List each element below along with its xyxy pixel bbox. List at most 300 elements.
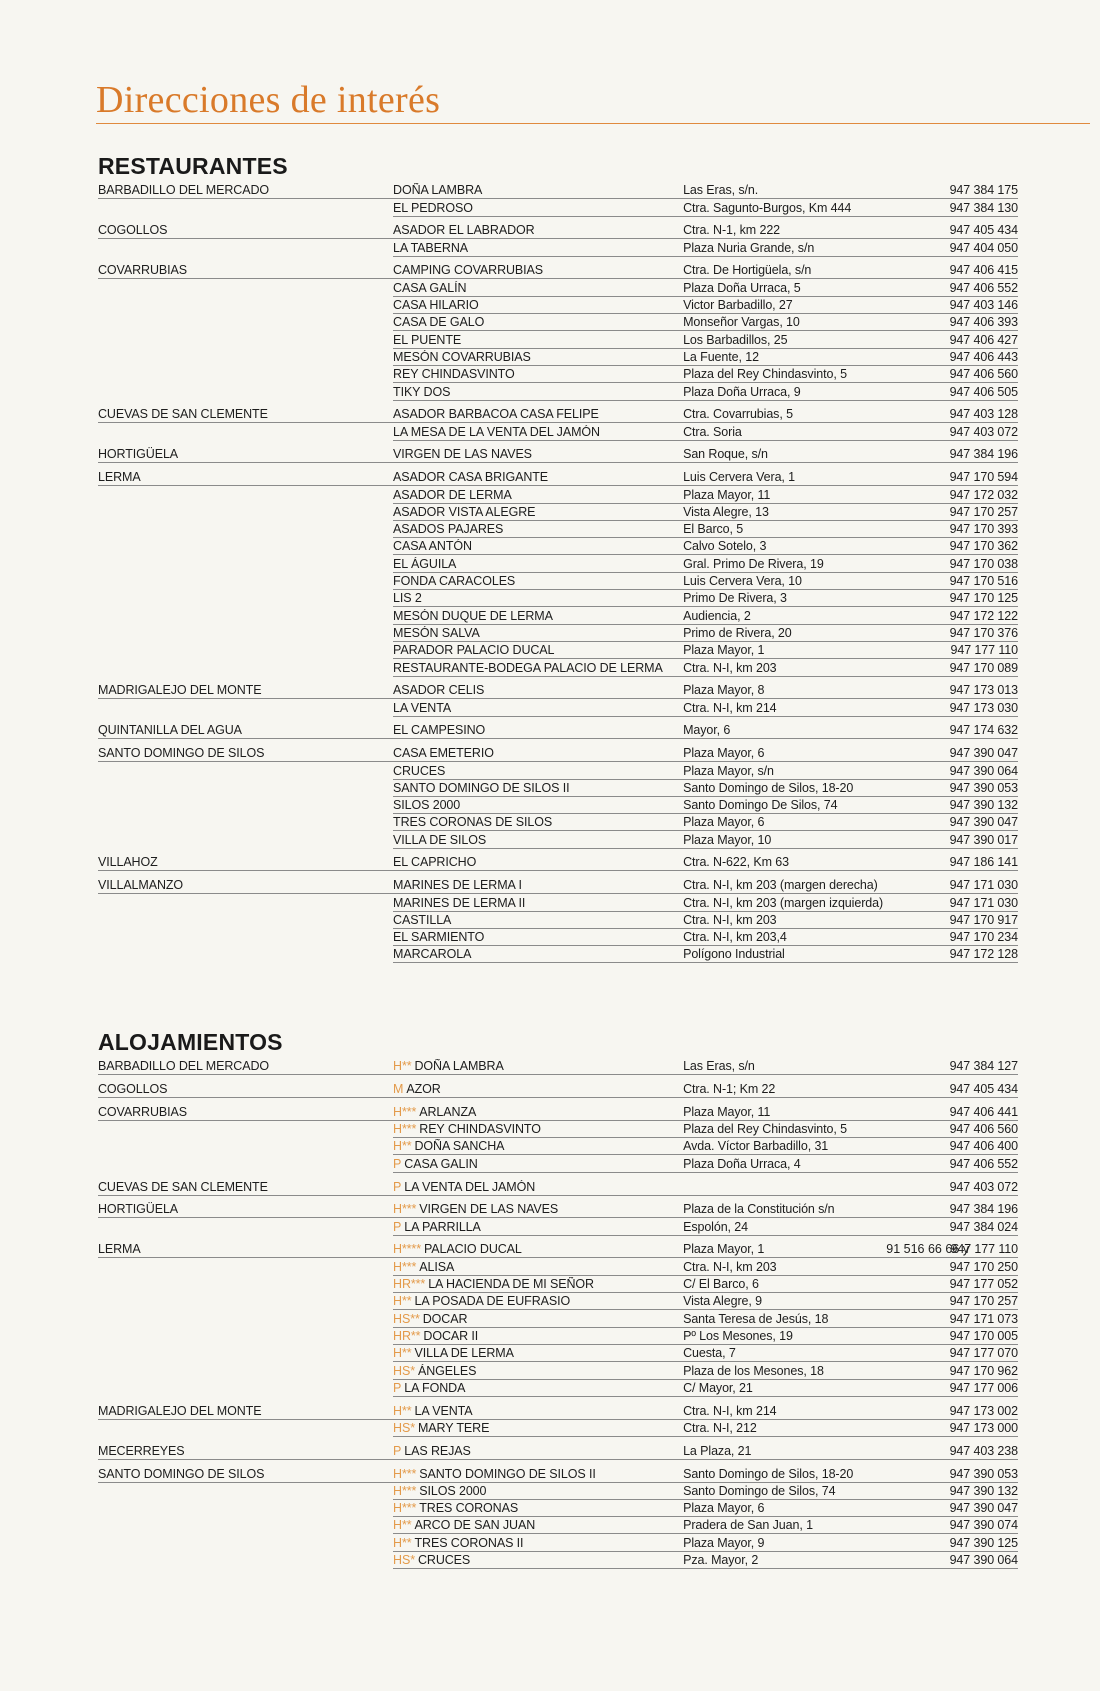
table-row: [98, 682, 1018, 699]
name-label: ASADOR EL LABRADOR: [393, 223, 535, 238]
address-cell: Plaza Mayor, 11: [683, 1105, 886, 1121]
name-label: CASA GALIN: [404, 1156, 478, 1171]
town-cell: [98, 641, 393, 642]
extra-phone-cell: 91 516 66 66 y: [886, 1242, 969, 1257]
address-cell: Santo Domingo de Silos, 18-20: [683, 1467, 886, 1483]
category-label: H**: [393, 1403, 412, 1418]
address-cell: Plaza Mayor, 6: [683, 815, 886, 831]
extra-phone-cell: [886, 697, 945, 699]
name-label: ARLANZA: [419, 1104, 477, 1119]
name-label: AZOR: [406, 1082, 441, 1097]
table-row: [98, 929, 1018, 946]
town-cell: SANTO DOMINGO DE SILOS: [98, 1467, 393, 1483]
address-cell: Ctra. N-I, km 214: [683, 701, 886, 717]
town-cell: [98, 1568, 393, 1569]
address-cell: Ctra. N-I, 212: [683, 1421, 886, 1437]
name-cell: [393, 746, 683, 762]
category-label: H**: [393, 1518, 412, 1533]
address-cell: Gral. Primo De Rivera, 19: [683, 557, 886, 573]
phone-cell: 947 170 234: [945, 930, 1018, 946]
name-cell: [393, 1536, 683, 1552]
name-label: MESÓN COVARRUBIAS: [393, 349, 531, 364]
extra-phone-cell: [886, 1194, 945, 1196]
town-cell: [98, 830, 393, 831]
address-cell: Plaza Mayor, 11: [683, 488, 886, 504]
name-label: REY CHINDASVINTO: [419, 1122, 541, 1137]
address-cell: Plaza de la Constitución s/n: [683, 1202, 886, 1218]
name-label: TRES CORONAS: [419, 1501, 519, 1516]
table-row: [98, 331, 1018, 348]
category-label: HS**: [393, 1311, 420, 1326]
phone-cell: 947 390 132: [945, 798, 1018, 814]
name-label: FONDA CARACOLES: [393, 574, 516, 589]
extra-phone-cell: [886, 795, 945, 797]
address-cell: Plaza Doña Urraca, 4: [683, 1157, 886, 1173]
category-label: H**: [393, 1346, 412, 1361]
name-cell: [393, 701, 683, 717]
extra-phone-cell: [886, 215, 945, 217]
town-cell: [98, 296, 393, 297]
address-cell: Plaza Doña Urraca, 5: [683, 281, 886, 297]
extra-phone-cell: [886, 484, 945, 486]
address-cell: Espolón, 24: [683, 1220, 886, 1236]
extra-phone-cell: [886, 605, 945, 607]
title-rule: [96, 123, 1090, 124]
address-cell: La Fuente, 12: [683, 350, 886, 366]
table-row: [98, 279, 1018, 296]
phone-cell: 947 173 002: [945, 1404, 1018, 1420]
name-cell: [393, 470, 683, 486]
name-cell: [393, 1082, 683, 1098]
address-cell: Ctra. N-I, km 203: [683, 913, 886, 929]
table-row: [98, 262, 1018, 279]
table-row: [98, 1517, 1018, 1534]
address-cell: Plaza Mayor, 8: [683, 683, 886, 699]
table-row: [98, 1276, 1018, 1293]
name-label: CASA HILARIO: [393, 298, 479, 313]
address-cell: Las Eras, s/n.: [683, 183, 886, 199]
extra-phone-cell: [886, 1171, 945, 1173]
table-row: [98, 745, 1018, 762]
table-row: [98, 199, 1018, 216]
town-cell: [98, 911, 393, 912]
name-label: SANTO DOMINGO DE SILOS II: [393, 780, 570, 795]
table-row: [98, 699, 1018, 716]
table-row: [98, 446, 1018, 463]
category-label: H**: [393, 1294, 412, 1309]
address-cell: La Plaza, 21: [683, 1444, 886, 1460]
name-cell: [393, 833, 683, 849]
address-cell: C/ El Barco, 6: [683, 1277, 886, 1293]
category-label: HR**: [393, 1328, 421, 1343]
extra-phone-cell: [886, 329, 945, 331]
extra-phone-cell: [886, 910, 945, 912]
name-label: VIRGEN DE LAS NAVES: [393, 447, 532, 462]
phone-cell: 947 384 130: [945, 201, 1018, 217]
address-cell: Monseñor Vargas, 10: [683, 315, 886, 331]
name-cell: [393, 522, 683, 538]
town-cell: [98, 1499, 393, 1500]
town-cell: HORTIGÜELA: [98, 1202, 393, 1218]
extra-phone-cell: [886, 1532, 945, 1534]
name-label: CASA ANTÓN: [393, 539, 472, 554]
category-label: H***: [393, 1202, 417, 1217]
name-label: EL ÁGUILA: [393, 556, 457, 571]
name-cell: [393, 661, 683, 677]
name-cell: [393, 609, 683, 625]
table-row: [98, 946, 1018, 963]
name-label: DOÑA LAMBRA: [414, 1059, 504, 1074]
name-label: LAS REJAS: [404, 1443, 471, 1458]
town-cell: [98, 1309, 393, 1310]
name-label: RESTAURANTE-BODEGA PALACIO DE LERMA: [393, 660, 663, 675]
name-cell: [393, 281, 683, 297]
category-label: P: [393, 1380, 402, 1395]
name-label: MARCAROLA: [393, 947, 472, 962]
town-cell: [98, 606, 393, 607]
phone-cell: 947 406 552: [945, 1157, 1018, 1173]
phone-cell: 947 384 127: [945, 1059, 1018, 1075]
table-row: [98, 1345, 1018, 1362]
name-label: VILLA DE SILOS: [393, 832, 487, 847]
phone-cell: 947 406 415: [945, 263, 1018, 279]
address-cell: Cuesta, 7: [683, 1346, 886, 1362]
table-row: [98, 1155, 1018, 1172]
phone-cell: 947 170 393: [945, 522, 1018, 538]
extra-phone-cell: [886, 255, 945, 257]
category-label: H****: [392, 1242, 421, 1257]
town-cell: [98, 589, 393, 590]
town-cell: COVARRUBIAS: [98, 263, 393, 279]
address-cell: Mayor, 6: [683, 723, 886, 739]
name-label: DOCAR: [422, 1311, 468, 1326]
table-row: [98, 762, 1018, 779]
address-cell: Ctra. N-I, km 203 (margen derecha): [683, 878, 886, 894]
name-label: EL CAMPESINO: [393, 723, 486, 738]
name-label: ALISA: [419, 1259, 455, 1274]
name-label: MESÓN DUQUE DE LERMA: [393, 608, 553, 623]
category-label: H***: [393, 1501, 417, 1516]
table-row: [98, 349, 1018, 366]
phone-cell: 947 177 110: [945, 1242, 1018, 1258]
phone-cell: 947 405 434: [945, 1082, 1018, 1098]
table-row: [98, 1442, 1018, 1459]
extra-phone-cell: [886, 623, 945, 625]
town-cell: [98, 945, 393, 946]
table-row: [98, 1483, 1018, 1500]
table-row: [98, 423, 1018, 440]
name-cell: [393, 1381, 683, 1397]
extra-phone-cell: [886, 588, 945, 590]
table-row: [98, 573, 1018, 590]
name-cell: [393, 1444, 683, 1460]
name-cell: [393, 407, 683, 423]
town-cell: [98, 1436, 393, 1437]
address-cell: Plaza Nuria Grande, s/n: [683, 241, 886, 257]
phone-cell: 947 406 443: [945, 350, 1018, 366]
name-label: DOÑA SANCHA: [414, 1139, 505, 1154]
town-cell: [98, 779, 393, 780]
name-label: CAMPING COVARRUBIAS: [393, 263, 544, 278]
phone-cell: 947 170 125: [945, 591, 1018, 607]
name-label: LIS 2: [393, 591, 422, 606]
alojamientos-section: [98, 1026, 1018, 1569]
name-cell: [393, 1260, 683, 1276]
table-row: [98, 555, 1018, 572]
name-cell: [393, 350, 683, 366]
phone-cell: 947 384 024: [945, 1220, 1018, 1236]
town-cell: [98, 1292, 393, 1293]
name-cell: [393, 367, 683, 383]
town-cell: MADRIGALEJO DEL MONTE: [98, 683, 393, 699]
phone-cell: 947 171 030: [945, 896, 1018, 912]
name-cell: [393, 1294, 683, 1310]
category-label: H**: [393, 1535, 412, 1550]
address-cell: Ctra. N-1; Km 22: [683, 1082, 886, 1098]
town-cell: HORTIGÜELA: [98, 447, 393, 463]
name-cell: [393, 1139, 683, 1155]
extra-phone-cell: [886, 944, 945, 946]
category-label: H***: [393, 1259, 417, 1274]
extra-phone-cell: [886, 1136, 945, 1138]
town-cell: [98, 1379, 393, 1380]
category-label: HS*: [393, 1420, 415, 1435]
restaurantes-section: [98, 150, 1018, 963]
name-cell: [393, 298, 683, 314]
name-label: LA FONDA: [404, 1380, 466, 1395]
address-cell: El Barco, 5: [683, 522, 886, 538]
name-cell: [393, 201, 683, 217]
phone-cell: 947 406 400: [945, 1139, 1018, 1155]
extra-phone-cell: [886, 519, 945, 521]
town-cell: BARBADILLO DEL MERCADO: [98, 1059, 393, 1075]
alojamientos-heading: ALOJAMIENTOS: [98, 1029, 283, 1055]
extra-phone-cell: [886, 1073, 945, 1075]
name-label: ASADOR CELIS: [393, 683, 485, 698]
name-label: SILOS 2000: [393, 798, 461, 813]
town-cell: [98, 537, 393, 538]
table-row: [98, 590, 1018, 607]
table-row: [98, 222, 1018, 239]
table-row: [98, 1218, 1018, 1235]
phone-cell: 947 170 005: [945, 1329, 1018, 1345]
extra-phone-cell: [886, 829, 945, 831]
address-cell: Luis Cervera Vera, 1: [683, 470, 886, 486]
address-cell: Audiencia, 2: [683, 609, 886, 625]
name-label: TRES CORONAS DE SILOS: [393, 815, 553, 830]
name-label: ASADOR DE LERMA: [393, 487, 512, 502]
name-cell: [393, 1518, 683, 1534]
name-cell: [393, 1220, 683, 1236]
name-cell: [393, 1312, 683, 1328]
name-cell: [393, 1484, 683, 1500]
phone-cell: 947 170 257: [945, 505, 1018, 521]
table-row: [98, 854, 1018, 871]
extra-phone-cell: [886, 1498, 945, 1500]
table-row: [98, 722, 1018, 739]
name-cell: [393, 815, 683, 831]
address-cell: Ctra. Covarrubias, 5: [683, 407, 886, 423]
name-cell: [393, 643, 683, 659]
phone-cell: 947 170 376: [945, 626, 1018, 642]
extra-phone-cell: [886, 312, 945, 314]
phone-cell: 947 406 441: [945, 1105, 1018, 1121]
extra-phone-cell: [886, 737, 945, 739]
name-label: LA HACIENDA DE MI SEÑOR: [428, 1277, 594, 1292]
extra-phone-cell: [886, 778, 945, 780]
restaurantes-list: [98, 182, 1018, 963]
name-label: LA POSADA DE EUFRASIO: [414, 1294, 571, 1309]
phone-cell: 947 406 552: [945, 281, 1018, 297]
name-cell: [393, 1404, 683, 1420]
extra-phone-cell: [886, 439, 945, 441]
phone-cell: 947 174 632: [945, 723, 1018, 739]
phone-cell: 947 403 128: [945, 407, 1018, 423]
category-label: P: [393, 1179, 402, 1194]
table-row: [98, 469, 1018, 486]
extra-phone-cell: [886, 553, 945, 555]
table-row: [98, 1552, 1018, 1569]
address-cell: Santo Domingo de Silos, 74: [683, 1484, 886, 1500]
address-cell: Avda. Víctor Barbadillo, 31: [683, 1139, 886, 1155]
name-cell: [393, 781, 683, 797]
table-row: [98, 366, 1018, 383]
name-label: LA MESA DE LA VENTA DEL JAMÓN: [393, 424, 600, 439]
name-label: CASTILLA: [393, 912, 452, 927]
town-cell: [98, 658, 393, 659]
category-label: P: [393, 1443, 402, 1458]
name-cell: [393, 315, 683, 331]
table-row: [98, 1081, 1018, 1098]
phone-cell: 947 173 000: [945, 1421, 1018, 1437]
phone-cell: 947 177 006: [945, 1381, 1018, 1397]
phone-cell: 947 170 917: [945, 913, 1018, 929]
address-cell: San Roque, s/n: [683, 447, 886, 463]
town-cell: QUINTANILLA DEL AGUA: [98, 723, 393, 739]
name-cell: [393, 930, 683, 946]
name-cell: [393, 878, 683, 894]
extra-phone-cell: [886, 502, 945, 504]
table-row: [98, 182, 1018, 199]
address-cell: Ctra. N-I, km 203,4: [683, 930, 886, 946]
name-cell: [393, 1364, 683, 1380]
phone-cell: 947 170 594: [945, 470, 1018, 486]
extra-phone-cell: [886, 1458, 945, 1460]
table-row: [98, 521, 1018, 538]
name-cell: [393, 1277, 683, 1293]
name-cell: [393, 855, 683, 871]
table-row: [98, 383, 1018, 400]
name-cell: [393, 1329, 683, 1345]
phone-cell: 947 384 175: [945, 183, 1018, 199]
extra-phone-cell: [886, 1343, 945, 1345]
address-cell: Pza. Mayor, 2: [683, 1553, 886, 1569]
alojamientos-list: [98, 1058, 1018, 1569]
town-cell: [98, 813, 393, 814]
extra-phone-cell: [886, 1326, 945, 1328]
phone-cell: 947 406 393: [945, 315, 1018, 331]
address-cell: Plaza Mayor, s/n: [683, 764, 886, 780]
phone-cell: 947 384 196: [945, 447, 1018, 463]
table-row: [98, 1420, 1018, 1437]
name-label: CRUCES: [393, 763, 446, 778]
address-cell: Plaza Mayor, 9: [683, 1536, 886, 1552]
name-label: TIKY DOS: [393, 384, 451, 399]
name-cell: [393, 1467, 683, 1483]
phone-cell: 947 177 070: [945, 1346, 1018, 1362]
extra-phone-cell: [886, 571, 945, 573]
extra-phone-cell: [886, 760, 945, 762]
address-cell: Calvo Sotelo, 3: [683, 539, 886, 555]
name-label: ASADOR CASA BRIGANTE: [393, 470, 549, 485]
table-row: [98, 780, 1018, 797]
name-cell: [393, 683, 683, 699]
table-row: [98, 406, 1018, 423]
name-cell: [393, 505, 683, 521]
table-row: [98, 1465, 1018, 1482]
extra-phone-cell: [886, 1515, 945, 1517]
phone-cell: 947 403 238: [945, 1444, 1018, 1460]
extra-phone-cell: [886, 1395, 945, 1397]
phone-cell: 947 390 125: [945, 1536, 1018, 1552]
phone-cell: 947 173 030: [945, 701, 1018, 717]
phone-cell: 947 172 128: [945, 947, 1018, 963]
name-label: LA VENTA: [393, 700, 452, 715]
name-label: SANTO DOMINGO DE SILOS II: [419, 1466, 596, 1481]
phone-cell: 947 390 074: [945, 1518, 1018, 1534]
address-cell: Pradera de San Juan, 1: [683, 1518, 886, 1534]
table-row: [98, 625, 1018, 642]
table-row: [98, 239, 1018, 256]
phone-cell: 947 390 132: [945, 1484, 1018, 1500]
address-cell: Ctra. N-I, km 203 (margen izquierda): [683, 896, 886, 912]
extra-phone-cell: [886, 1378, 945, 1380]
town-cell: [98, 1235, 393, 1236]
extra-phone-cell: [886, 1216, 945, 1218]
address-cell: Santo Domingo de Silos, 18-20: [683, 781, 886, 797]
address-cell: Polígono Industrial: [683, 947, 886, 963]
town-cell: [98, 503, 393, 504]
extra-phone-cell: [886, 1096, 945, 1098]
category-label: HS*: [393, 1553, 415, 1568]
phone-cell: 947 404 050: [945, 241, 1018, 257]
phone-cell: 947 390 053: [945, 1467, 1018, 1483]
town-cell: LERMA: [98, 1242, 393, 1258]
extra-phone-cell: [886, 961, 945, 963]
extra-phone-cell: [886, 715, 945, 717]
town-cell: [98, 330, 393, 331]
name-label: LA PARRILLA: [404, 1219, 481, 1234]
name-cell: [393, 425, 683, 441]
address-cell: Ctra. N-I, km 203: [683, 1260, 886, 1276]
name-cell: [393, 557, 683, 573]
extra-phone-cell: [886, 421, 945, 423]
table-row: [98, 831, 1018, 848]
town-cell: [98, 1327, 393, 1328]
table-row: [98, 1178, 1018, 1195]
address-cell: Las Eras, s/n: [683, 1059, 886, 1075]
phone-cell: 947 173 013: [945, 683, 1018, 699]
extra-phone-cell: [886, 197, 945, 199]
name-label: ARCO DE SAN JUAN: [414, 1518, 536, 1533]
category-label: H***: [393, 1466, 417, 1481]
address-cell: Primo De Rivera, 3: [683, 591, 886, 607]
town-cell: [98, 440, 393, 441]
name-cell: [393, 1180, 683, 1196]
extra-phone-cell: [886, 1481, 945, 1483]
table-row: [98, 1058, 1018, 1075]
extra-phone-cell: [886, 1153, 945, 1155]
